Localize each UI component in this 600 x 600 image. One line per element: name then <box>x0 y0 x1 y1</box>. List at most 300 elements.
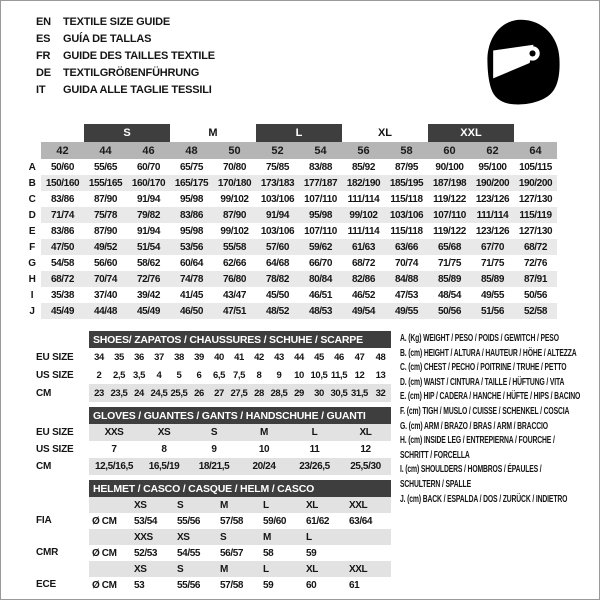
legend-line: C. (cm) CHEST / PECHO / POITRINE / TRUHE / PETTO <box>400 362 567 374</box>
column-header: 52 <box>256 142 299 159</box>
value-cell: 29 <box>289 384 309 402</box>
value-cell: 123/126 <box>475 193 510 205</box>
value-cell: 10,5 <box>310 369 328 381</box>
legend-line: F. (cm) TIGH / MUSLO / CUISSE / SCHENKEL / COSCIA <box>400 405 570 417</box>
value-cell: 67/70 <box>471 239 514 255</box>
size-cell: XXL <box>346 497 391 513</box>
value-cell: 13 <box>375 369 386 381</box>
value-cell: XL <box>340 424 391 441</box>
value-cell: 70/74 <box>84 271 127 287</box>
value-cell: 38 <box>174 351 184 363</box>
table-title: SHOES/ ZAPATOS / CHAUSSURES / SCHUHE / SCARPE <box>89 331 391 348</box>
legend-line: G. (cm) ARM / BRAZO / BRAS / ARM / BRACCIO <box>400 420 548 432</box>
value-cell: 59/60 <box>263 515 287 527</box>
table-row <box>23 223 557 239</box>
value-cell: 87/95 <box>394 161 419 173</box>
value-cell: 47/53 <box>394 289 419 301</box>
value-cell: 40 <box>214 351 224 363</box>
size-cell: L <box>303 529 346 545</box>
row-label: ECE <box>36 579 56 590</box>
size-cell: XS <box>131 561 174 577</box>
value-cell: 26 <box>189 384 209 402</box>
value-cell: 65/68 <box>428 239 471 255</box>
table-row <box>89 441 391 458</box>
value-cell: 50/56 <box>523 289 548 301</box>
size-cell: XL <box>303 561 346 577</box>
value-cell: 75/78 <box>84 207 127 223</box>
unit-cell: Ø CM <box>92 547 117 559</box>
spacer-cell <box>89 561 131 577</box>
value-cell: 12 <box>354 369 365 381</box>
value-cell: 54/55 <box>177 547 201 559</box>
language-code: EN <box>36 16 51 28</box>
value-cell: 44 <box>294 351 304 363</box>
value-cell: 70/80 <box>222 161 247 173</box>
value-cell: 60/70 <box>136 161 161 173</box>
language-list <box>36 14 215 99</box>
table-row <box>23 271 557 287</box>
value-cell: 71/75 <box>480 257 505 269</box>
helmet-size-row <box>89 497 391 513</box>
column-header: 64 <box>514 142 557 159</box>
value-cell: 78/82 <box>256 271 299 287</box>
value-cell: 45/49 <box>41 303 84 319</box>
value-cell: 10 <box>258 444 270 455</box>
value-cell: 150/160 <box>41 175 84 191</box>
row-key: E <box>28 225 36 237</box>
size-group-m: M <box>208 127 218 139</box>
value-cell: 46/52 <box>351 289 376 301</box>
value-cell: 111/114 <box>471 207 514 223</box>
value-cell: 24,5 <box>149 384 169 402</box>
value-cell: 111/114 <box>347 193 380 205</box>
shoes-table <box>89 331 391 402</box>
value-cell: 79/82 <box>127 207 170 223</box>
legend-line: H. (cm) INSIDE LEG / ENTREPIERNA / FOURCHE / <box>400 435 555 447</box>
value-cell: 90/100 <box>435 161 464 173</box>
value-cell: 49/54 <box>342 303 385 319</box>
value-cell: 68/72 <box>351 257 376 269</box>
value-cell: 48/53 <box>299 303 342 319</box>
row-key: I <box>30 289 34 301</box>
value-cell: 95/98 <box>299 207 342 223</box>
row-key: D <box>28 209 36 221</box>
size-cell: M <box>217 497 260 513</box>
table-row <box>23 159 557 175</box>
value-cell: 165/175 <box>170 175 213 191</box>
value-cell: M <box>239 424 289 441</box>
value-cell: 87/91 <box>514 271 557 287</box>
value-cell: 34 <box>94 351 104 363</box>
value-cell: 25,5/30 <box>340 458 391 475</box>
corner-cell <box>23 142 41 159</box>
value-cell: 71/74 <box>41 207 84 223</box>
value-cell: XS <box>139 424 189 441</box>
language-code: ES <box>36 33 51 45</box>
value-cell: 99/102 <box>220 225 249 237</box>
value-cell: 57/58 <box>220 515 244 527</box>
value-cell: 83/88 <box>308 161 333 173</box>
value-cell: 49/55 <box>480 289 505 301</box>
value-cell: 105/115 <box>519 161 552 173</box>
unit-cell: Ø CM <box>92 515 117 527</box>
helmet-value-row <box>89 513 391 529</box>
value-cell: 23 <box>89 384 109 402</box>
value-cell: 61 <box>349 579 360 591</box>
table-title: GLOVES / GUANTES / GANTS / HANDSCHUHE / GUANTI <box>89 407 391 424</box>
value-cell: 35 <box>114 351 124 363</box>
table-row <box>23 255 557 271</box>
value-cell: 55/65 <box>93 161 118 173</box>
value-cell: 68/72 <box>41 271 84 287</box>
size-cell: L <box>260 497 303 513</box>
language-code: FR <box>36 50 51 62</box>
value-cell: 160/170 <box>127 175 170 191</box>
value-cell: 74/78 <box>170 271 213 287</box>
column-header: 56 <box>342 142 385 159</box>
value-cell: 85/89 <box>471 271 514 287</box>
table-row <box>89 366 391 384</box>
table-row <box>89 348 391 366</box>
row-label: US SIZE <box>36 370 74 381</box>
row-key: F <box>29 241 35 253</box>
row-key: C <box>28 193 36 205</box>
spacer-cell <box>89 497 131 513</box>
value-cell: 119/122 <box>433 225 466 237</box>
language-title: GUIDE DES TAILLES TEXTILE <box>63 50 215 62</box>
value-cell: 190/200 <box>514 175 557 191</box>
value-cell: 80/84 <box>299 271 342 287</box>
value-cell: 115/119 <box>514 207 557 223</box>
column-header: 62 <box>471 142 514 159</box>
column-header: 58 <box>385 142 428 159</box>
row-key: H <box>28 273 36 285</box>
value-cell: 60/64 <box>179 257 204 269</box>
value-cell: 55/56 <box>177 579 201 591</box>
value-cell: 87/90 <box>93 193 118 205</box>
legend-line: J. (cm) BACK / ESPALDA / DOS / ZURÜCK / INDIETRO <box>400 493 568 505</box>
value-cell: 107/110 <box>304 193 337 205</box>
measurement-legend <box>400 332 599 507</box>
language-row <box>36 48 215 65</box>
spacer-cell <box>89 529 131 545</box>
value-cell: 23,5 <box>109 384 129 402</box>
value-cell: 66/70 <box>308 257 333 269</box>
legend-line: SCHRITT / FORCELLA <box>400 449 470 461</box>
value-cell: 99/102 <box>220 193 249 205</box>
value-cell: 7,5 <box>232 369 245 381</box>
table-row <box>23 175 557 191</box>
value-cell: 32 <box>370 384 391 402</box>
value-cell: 5 <box>176 369 182 381</box>
value-cell: 91/94 <box>136 225 161 237</box>
value-cell: XXS <box>89 424 139 441</box>
value-cell: 46/50 <box>170 303 213 319</box>
value-cell: 115/118 <box>390 225 423 237</box>
table-row <box>23 191 557 207</box>
size-cell: XL <box>303 497 346 513</box>
value-cell: 59 <box>306 547 317 559</box>
row-label: EU SIZE <box>36 352 74 363</box>
value-cell: 72/76 <box>523 257 548 269</box>
value-cell: 48 <box>375 351 386 363</box>
table-row <box>89 384 391 402</box>
table-row <box>23 303 557 319</box>
legend-line: I. (cm) SHOULDERS / HOMBROS / ÉPAULES / <box>400 464 542 476</box>
size-group-xxl: XXL <box>428 124 514 142</box>
value-cell: 49/52 <box>84 239 127 255</box>
corner-cell <box>23 124 41 142</box>
value-cell: 45/50 <box>265 289 290 301</box>
value-cell: 60 <box>306 579 317 591</box>
value-cell: 55/56 <box>177 515 201 527</box>
legend-line: D. (cm) WAIST / CINTURA / TAILLE / HÜFTUNG / VITA <box>400 376 565 388</box>
value-cell: 50/56 <box>428 303 471 319</box>
language-title: GUÍA DE TALLAS <box>63 33 152 45</box>
value-cell: 91/94 <box>256 207 299 223</box>
language-row <box>36 82 215 99</box>
value-cell: 87/90 <box>213 207 256 223</box>
value-cell: 41 <box>234 351 244 363</box>
value-cell: 46 <box>334 351 344 363</box>
legend-line: E. (cm) HIP / CADERA / HANCHE / HÜFTE / HIPS / BACINO <box>400 391 581 403</box>
value-cell: 24 <box>129 384 149 402</box>
size-group-row <box>23 124 557 142</box>
value-cell: 82/86 <box>342 271 385 287</box>
value-cell: 185/195 <box>385 175 428 191</box>
value-cell: 42 <box>254 351 264 363</box>
row-key: A <box>28 161 36 173</box>
value-cell: 37/40 <box>93 289 118 301</box>
unit-cell: Ø CM <box>92 579 117 591</box>
row-key: G <box>28 257 36 269</box>
value-cell: 65/75 <box>179 161 204 173</box>
value-cell: 59 <box>263 579 274 591</box>
value-cell: 115/118 <box>390 193 423 205</box>
value-cell: 49/55 <box>385 303 428 319</box>
value-cell: 48/52 <box>256 303 299 319</box>
value-cell: S <box>189 424 239 441</box>
value-cell: 9 <box>211 444 217 455</box>
value-cell: 103/106 <box>260 225 295 237</box>
language-title: TEXTILE SIZE GUIDE <box>63 16 171 28</box>
value-cell: 57/60 <box>256 239 299 255</box>
value-cell: 47/51 <box>213 303 256 319</box>
spacer-cell <box>514 124 557 142</box>
value-cell: 72/76 <box>127 271 170 287</box>
table-row <box>89 458 391 475</box>
value-cell: 51/54 <box>127 239 170 255</box>
size-group-s: S <box>84 124 170 142</box>
legend-line: B. (cm) HEIGHT / ALTURA / HAUTEUR / HÖHE / ALTEZZA <box>400 347 577 359</box>
value-cell: 10 <box>294 369 304 381</box>
value-cell: 41/45 <box>179 289 204 301</box>
value-cell: 37 <box>154 351 164 363</box>
table-header-row <box>89 407 391 424</box>
helmet-size-row <box>89 529 391 545</box>
column-header: 46 <box>127 142 170 159</box>
gloves-table <box>89 407 391 475</box>
value-cell: 50/60 <box>50 161 75 173</box>
language-code: DE <box>36 67 51 79</box>
value-cell: 47 <box>354 351 365 363</box>
size-cell: XXL <box>346 561 391 577</box>
value-cell: 52/58 <box>514 303 557 319</box>
table-row <box>23 239 557 255</box>
value-cell: 59/62 <box>299 239 342 255</box>
column-header: 48 <box>170 142 213 159</box>
value-cell: 95/100 <box>478 161 507 173</box>
value-cell: 36 <box>134 351 144 363</box>
legend-line: SCHULTERN / SPALLE <box>400 478 471 490</box>
main-size-table <box>23 124 557 319</box>
value-cell: 170/180 <box>213 175 256 191</box>
row-label: CMR <box>36 547 59 558</box>
value-cell: 30,5 <box>329 384 349 402</box>
value-cell: 27,5 <box>229 384 249 402</box>
value-cell: 53/56 <box>170 239 213 255</box>
table-header-row <box>89 480 391 497</box>
value-cell: 54/58 <box>50 257 75 269</box>
value-cell: 28 <box>249 384 269 402</box>
table-header-row <box>89 331 391 348</box>
value-cell: 119/122 <box>433 193 466 205</box>
value-cell: 35/38 <box>50 289 75 301</box>
value-cell: 107/110 <box>428 207 471 223</box>
value-cell: 87/90 <box>93 225 118 237</box>
helmet-size-row <box>89 561 391 577</box>
column-header: 50 <box>213 142 256 159</box>
value-cell: 8 <box>161 444 167 455</box>
column-header: 54 <box>299 142 342 159</box>
size-cell: XS <box>174 529 217 545</box>
size-cell <box>346 529 391 545</box>
value-cell: 91/94 <box>136 193 161 205</box>
value-cell: 6 <box>196 369 202 381</box>
value-cell: 8 <box>256 369 262 381</box>
helmet-table <box>89 480 391 593</box>
value-cell: 190/200 <box>471 175 514 191</box>
value-cell: 31,5 <box>349 384 370 402</box>
size-cell: XS <box>131 497 174 513</box>
value-cell: 76/80 <box>213 271 256 287</box>
value-cell: 62/66 <box>222 257 247 269</box>
column-header: 44 <box>84 142 127 159</box>
language-code: IT <box>36 84 46 96</box>
value-cell: 83/86 <box>50 225 75 237</box>
language-row <box>36 14 215 31</box>
table-row <box>89 424 391 441</box>
value-cell: 45/49 <box>127 303 170 319</box>
value-cell: 83/86 <box>50 193 75 205</box>
helmet-value-row <box>89 577 391 593</box>
row-label: US SIZE <box>36 444 74 455</box>
helmet-icon <box>473 15 569 111</box>
value-cell: 51/56 <box>471 303 514 319</box>
value-cell <box>346 545 391 561</box>
value-cell: 182/190 <box>342 175 385 191</box>
language-row <box>36 65 215 82</box>
value-cell: 187/198 <box>428 175 471 191</box>
value-cell: 61/62 <box>306 515 330 527</box>
value-cell: 111/114 <box>347 225 380 237</box>
value-cell: 52/53 <box>134 547 158 559</box>
value-cell: 27 <box>209 384 229 402</box>
value-cell: 70/74 <box>394 257 419 269</box>
value-cell: 177/187 <box>299 175 342 191</box>
value-cell: 3,5 <box>132 369 145 381</box>
size-cell: S <box>217 529 260 545</box>
value-cell: 18/21,5 <box>189 458 239 475</box>
value-cell: 11 <box>309 444 320 455</box>
value-cell: 39 <box>194 351 204 363</box>
value-cell: 12,5/16,5 <box>89 458 139 475</box>
value-cell: 63/66 <box>385 239 428 255</box>
value-cell: 56/57 <box>220 547 244 559</box>
value-cell: 2 <box>96 369 102 381</box>
value-cell: 71/75 <box>437 257 462 269</box>
value-cell: 47/50 <box>41 239 84 255</box>
value-cell: 103/106 <box>260 193 295 205</box>
value-cell: 107/110 <box>304 225 337 237</box>
value-cell: 20/24 <box>239 458 289 475</box>
value-cell: 84/88 <box>385 271 428 287</box>
value-cell: 64/68 <box>265 257 290 269</box>
spacer-cell <box>41 124 84 142</box>
value-cell: 2,5 <box>112 369 125 381</box>
value-cell: 45 <box>314 351 324 363</box>
size-cell: S <box>174 497 217 513</box>
helmet-value-row <box>89 545 391 561</box>
value-cell: 68/72 <box>514 239 557 255</box>
value-cell: 123/126 <box>475 225 510 237</box>
value-cell: 23/26,5 <box>289 458 340 475</box>
size-group-xl: XL <box>377 127 393 139</box>
value-cell: 99/102 <box>342 207 385 223</box>
table-row <box>23 287 557 303</box>
value-cell: 53/54 <box>134 515 158 527</box>
value-cell: 75/85 <box>265 161 290 173</box>
column-header-row <box>23 142 557 159</box>
column-header: 42 <box>41 142 84 159</box>
row-key: B <box>28 177 36 189</box>
value-cell: 95/98 <box>179 225 204 237</box>
value-cell: 30 <box>309 384 329 402</box>
value-cell: 44/48 <box>84 303 127 319</box>
table-title: HELMET / CASCO / CASQUE / HELM / CASCO <box>89 480 391 497</box>
value-cell: 43/47 <box>222 289 247 301</box>
value-cell: 58 <box>263 547 274 559</box>
size-group-l: L <box>256 124 342 142</box>
value-cell: 48/54 <box>437 289 462 301</box>
row-key: J <box>29 305 35 317</box>
size-cell: M <box>217 561 260 577</box>
row-label: CM <box>36 461 52 472</box>
row-label: CM <box>36 388 52 399</box>
value-cell: 9 <box>276 369 282 381</box>
value-cell: 61/63 <box>342 239 385 255</box>
value-cell: 85/92 <box>351 161 376 173</box>
size-cell: M <box>260 529 303 545</box>
column-header: 60 <box>428 142 471 159</box>
language-row <box>36 31 215 48</box>
value-cell: L <box>289 424 340 441</box>
value-cell: 11,5 <box>330 369 348 381</box>
value-cell: 173/183 <box>256 175 299 191</box>
value-cell: 63/64 <box>349 515 373 527</box>
value-cell: 7 <box>111 444 117 455</box>
row-label: EU SIZE <box>36 427 74 438</box>
